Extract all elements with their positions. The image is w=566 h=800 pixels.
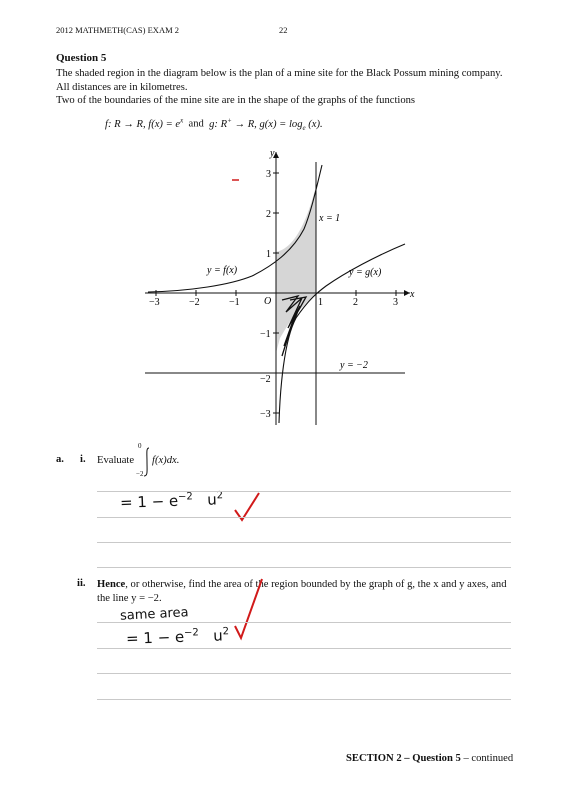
label-ym2: y = −2	[340, 360, 368, 371]
part-ii-line-2: the line y = −2.	[97, 592, 162, 604]
answer-line	[97, 517, 511, 518]
handwritten-exponent: −2	[183, 627, 200, 639]
y-tick-label: −3	[260, 409, 271, 420]
x-tick-label: −1	[229, 297, 240, 308]
and-word: and	[188, 118, 204, 130]
g-definition: g: R	[209, 118, 228, 130]
handwritten-same-area: same area	[119, 605, 189, 624]
origin-label: O	[264, 296, 272, 307]
answer-line	[97, 673, 511, 674]
label-gx: y = g(x)	[349, 267, 382, 278]
x-tick-label: −3	[149, 297, 160, 308]
handwritten-unit: u	[212, 626, 224, 645]
handwritten-answer-a-i	[120, 490, 224, 512]
x-tick-label: −2	[189, 297, 200, 308]
integrand: f(x)dx.	[152, 455, 180, 466]
exam-header: 2012 MATHMETH(CAS) EXAM 2	[56, 25, 180, 35]
x-tick-label: 2	[353, 297, 358, 308]
footer-section: SECTION 2 – Question 5	[346, 753, 461, 764]
part-a-ii-text	[97, 578, 517, 605]
y-tick-label: 3	[266, 169, 271, 180]
y-tick-label: −1	[260, 329, 271, 340]
part-a-label: a.	[56, 454, 64, 465]
page-number: 22	[279, 25, 288, 35]
answer-line	[97, 542, 511, 543]
label-x1: x = 1	[319, 213, 341, 224]
handwritten-unit: u	[206, 490, 218, 509]
x-axis-label: x	[410, 289, 415, 300]
intro-line-1: The shaded region in the diagram below is the plan of a mine site for the Black Possum mining company.	[56, 68, 503, 79]
label-fx: y = f(x)	[207, 265, 238, 276]
x-tick-label: 3	[393, 297, 398, 308]
red-tick-a-ii	[232, 576, 266, 642]
handwritten-answer-a-ii	[126, 626, 230, 648]
g-definition-rest: → R, g(x) = log	[234, 118, 303, 130]
g-log-base: e	[302, 123, 306, 132]
y-tick-label: 1	[266, 249, 271, 260]
integral-lower-limit: −2	[136, 470, 144, 478]
x-tick-label: 1	[318, 297, 323, 308]
page-footer	[346, 753, 513, 764]
y-tick-label: 2	[266, 209, 271, 220]
footer-continued: – continued	[460, 753, 514, 764]
y-tick-label: −2	[260, 374, 271, 385]
answer-line	[97, 622, 511, 623]
y-tick-labels	[260, 169, 271, 420]
hence-word: Hence	[97, 579, 126, 590]
handwritten-unit-exponent: 2	[222, 626, 230, 638]
f-definition: f: R → R, f(x) = e	[105, 118, 181, 130]
g-definition-end: (x).	[308, 118, 323, 130]
y-axis-label: y	[270, 148, 275, 159]
question-title: Question 5	[56, 52, 107, 64]
answer-line	[97, 699, 511, 700]
answer-line	[97, 648, 511, 649]
intro-line-2: All distances are in kilometres.	[56, 81, 188, 93]
evaluate-text: Evaluate	[97, 455, 135, 466]
handwritten-expression: = 1 − e	[119, 491, 179, 512]
part-a-ii-label: ii.	[77, 578, 86, 589]
handwritten-exponent: −2	[177, 491, 194, 503]
answer-line	[97, 567, 511, 568]
integral-upper-limit: 0	[138, 442, 142, 450]
g-domain-sup: +	[227, 116, 232, 124]
handwritten-unit-exponent: 2	[216, 490, 224, 502]
answer-line	[97, 491, 511, 492]
f-exponent: x	[180, 116, 184, 124]
part-a-i-label: i.	[80, 454, 86, 465]
part-ii-line-1: , or otherwise, find the area of the region bounded by the graph of g, the x and y axes, and	[125, 579, 507, 590]
red-tick-a-i	[232, 490, 262, 524]
handwritten-expression: = 1 − e	[125, 627, 185, 648]
intro-line-3: Two of the boundaries of the mine site are in the shape of the graphs of the functions	[56, 95, 416, 106]
x-tick-labels	[149, 297, 398, 308]
